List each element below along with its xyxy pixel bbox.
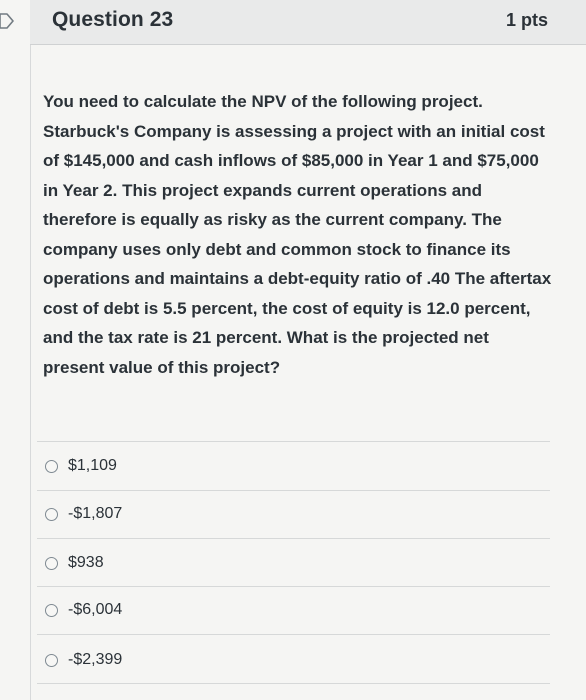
answer-divider — [37, 490, 550, 491]
radio-button[interactable] — [45, 460, 58, 473]
answer-option-label: -$2,399 — [68, 651, 123, 668]
answer-divider — [37, 538, 550, 539]
answer-divider — [37, 683, 550, 684]
answer-option-3[interactable] — [45, 549, 104, 577]
flag-question-icon[interactable] — [0, 12, 17, 30]
question-title: Question 23 — [52, 8, 174, 31]
answer-divider — [37, 586, 550, 587]
answer-divider — [37, 441, 550, 442]
radio-button[interactable] — [45, 654, 58, 667]
answer-option-5[interactable] — [45, 646, 122, 674]
question-prompt: You need to calculate the NPV of the following project. Starbuck's Company is assessing a project with an initial cost of $145,000 and cash inflows of $85,000 in Year 1 and $75,000 in Year 2. This project expands current operations and therefore is equally as risky as the current company. The company uses only debt and common stock to finance its operations and maintains a debt-equity ratio of .40 The aftertax cost of debt is 5.5 percent, the cost of equity is 12.0 percent, and the tax rate is 21 percent. What is the projected net present value of this project? — [43, 92, 552, 377]
answer-option-1[interactable] — [45, 452, 117, 480]
answer-divider — [37, 634, 550, 635]
answer-option-2[interactable] — [45, 500, 122, 528]
answer-option-label: -$1,807 — [68, 505, 123, 522]
radio-button[interactable] — [45, 508, 58, 521]
radio-button[interactable] — [45, 557, 58, 570]
question-left-rail — [30, 0, 31, 700]
question-points: 1 pts — [505, 10, 548, 30]
radio-button[interactable] — [45, 604, 58, 617]
answer-option-label: $1,109 — [68, 457, 117, 474]
answer-option-4[interactable] — [45, 596, 122, 624]
answer-option-label: $938 — [68, 554, 104, 571]
answer-option-label: -$6,004 — [68, 601, 123, 618]
